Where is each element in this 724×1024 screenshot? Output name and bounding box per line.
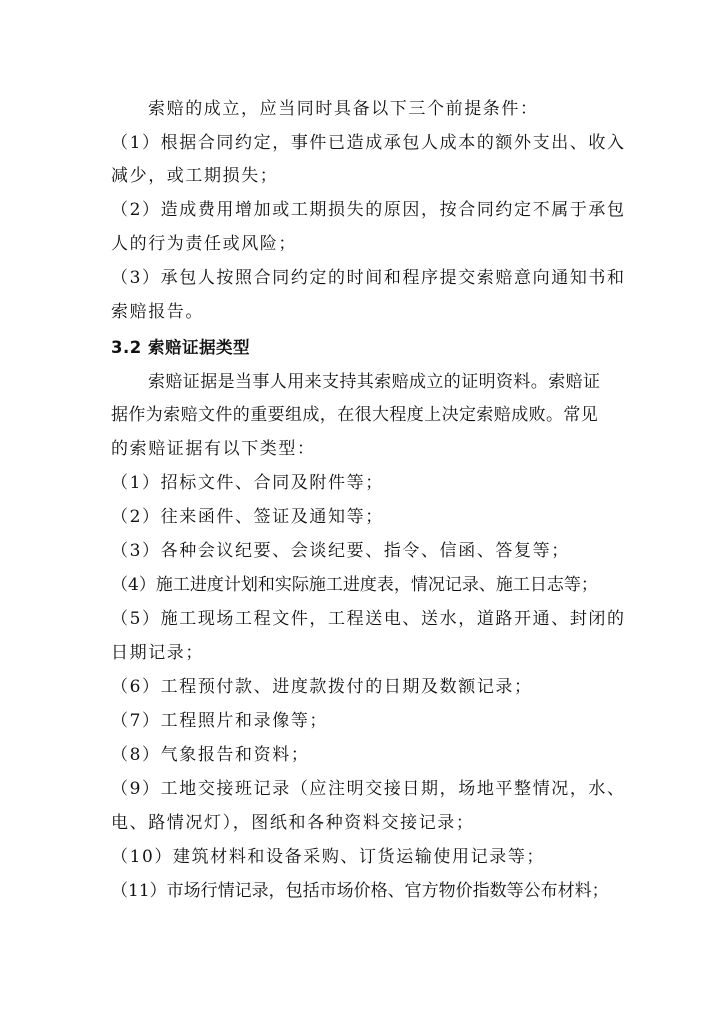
condition-2-line-1: （2）造成费用增加或工期损失的原因，按合同约定不属于承包 xyxy=(111,200,626,220)
evidence-item-7: （7）工程照片和录像等； xyxy=(111,711,329,731)
evidence-item-4: （4）施工进度计划和实际施工进度表，情况记录、施工日志等； xyxy=(111,575,598,595)
evidence-item-1: （1）招标文件、合同及附件等； xyxy=(111,473,384,493)
evidence-item-2: （2）往来函件、签证及通知等； xyxy=(111,507,384,527)
condition-3-line-2: 索赔报告。 xyxy=(111,302,204,322)
evidence-item-5-line-2: 日期记录； xyxy=(111,643,204,663)
condition-1-line-2: 减少，或工期损失； xyxy=(111,166,279,186)
condition-3-line-1: （3）承包人按照合同约定的时间和程序提交索赔意向通知书和 xyxy=(111,268,626,288)
evidence-item-9-line-1: （9）工地交接班记录（应注明交接日期，场地平整情况，水、 xyxy=(111,779,626,799)
evidence-item-9-line-2: 电、路情况灯），图纸和各种资料交接记录； xyxy=(111,813,475,833)
condition-1-line-1: （1）根据合同约定，事件已造成承包人成本的额外支出、收入 xyxy=(111,133,626,153)
section-heading: 3.2 索赔证据类型 xyxy=(111,338,250,357)
evidence-item-11: （11）市场行情记录，包括市场价格、官方物价指数等公布材料； xyxy=(111,881,609,901)
evidence-item-8: （8）气象报告和资料； xyxy=(111,745,310,765)
intro-paragraph: 索赔的成立，应当同时具备以下三个前提条件： xyxy=(148,99,539,119)
evidence-paragraph-line-3: 的索赔证据有以下类型： xyxy=(111,439,316,459)
evidence-paragraph-line-2: 据作为索赔文件的重要组成，在很大程度上决定索赔成败。常见 xyxy=(111,405,599,425)
evidence-item-3: （3）各种会议纪要、会谈纪要、指令、信函、答复等； xyxy=(111,541,570,561)
evidence-item-10: （10）建筑材料和设备采购、订货运输使用记录等； xyxy=(111,847,546,867)
condition-2-line-2: 人的行为责任或风险； xyxy=(111,234,297,254)
evidence-item-6: （6）工程预付款、进度款拨付的日期及数额记录； xyxy=(111,677,533,697)
evidence-item-5-line-1: （5）施工现场工程文件，工程送电、送水，道路开通、封闭的 xyxy=(111,609,626,629)
evidence-paragraph-line-1: 索赔证据是当事人用来支持其索赔成立的证明资料。索赔证 xyxy=(148,372,601,392)
